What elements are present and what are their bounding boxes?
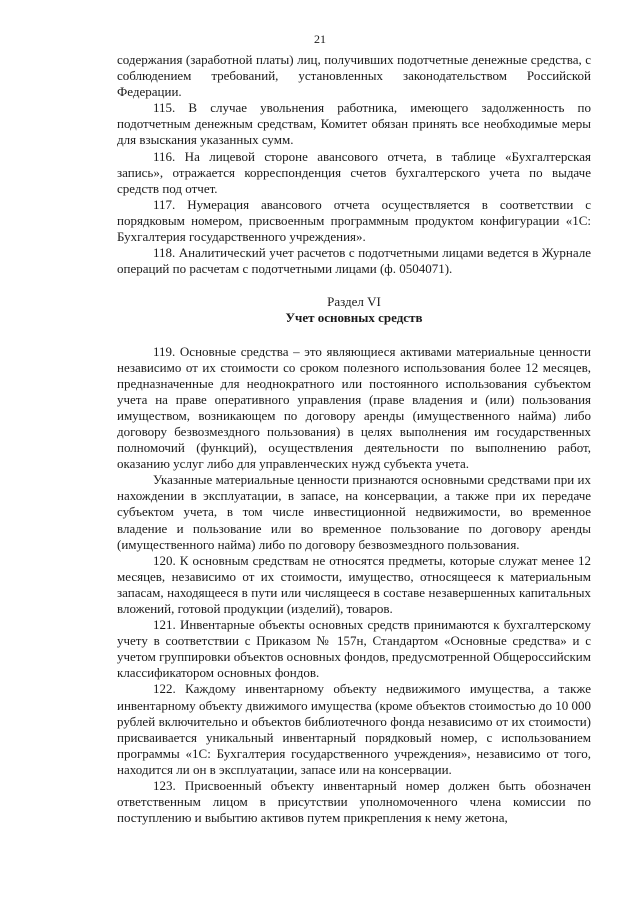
section-number: Раздел VI bbox=[327, 294, 381, 310]
paragraph-115: 115. В случае увольнения работника, имеющего задолженность по подотчетным денежным средствам, Комитет обязан принять все необходимые меры для взыскания указанных сумм. bbox=[117, 100, 591, 148]
paragraph-121: 121. Инвентарные объекты основных средств принимаются к бухгалтерскому учету в соответствии с Приказом № 157н, Стандартом «Основные средства» и с учетом группировки объектов основных фондов, предусмотренной Общероссийским классификатором основных фондов. bbox=[117, 617, 591, 681]
paragraph-120: 120. К основным средствам не относятся предметы, которые служат менее 12 месяцев, независимо от их стоимости, имущество, относящееся к материальным запасам, находящееся в пути или числящееся в составе незавершенных капитальных вложений, готовой продукции (изделий), товаров. bbox=[117, 552, 591, 616]
paragraph-117: 117. Нумерация авансового отчета осуществляется в соответствии с порядковым номером, присвоенным программным продуктом конфигурации «1С: Бухгалтерия государственного учреждения». bbox=[117, 196, 591, 245]
page-number: 21 bbox=[314, 32, 326, 46]
paragraph-116: 116. На лицевой стороне авансового отчета, в таблице «Бухгалтерская запись», отражается корреспонденция счетов бухгалтерского учета по выдаче средств под отчет. bbox=[117, 148, 591, 196]
paragraph-123: 123. Присвоенный объекту инвентарный номер должен быть обозначен ответственным лицом в присутствии уполномоченного члена комиссии по поступлению и выбытию активов путем прикрепления к нему жетона, bbox=[117, 778, 591, 826]
paragraph-122: 122. Каждому инвентарному объекту недвижимого имущества, а также инвентарному объекту движимого имущества (кроме объектов стоимостью до 10 000 рублей включительно и объектов библиотечного фонда независимо от их стоимости) присваивается уникальный инвентарный порядковый номер, с использованием программы «1С: Бухгалтерия государственного учреждения», независимо от того, находится ли он в эксплуатации, запасе или на консервации. bbox=[117, 681, 591, 777]
paragraph-118: 118. Аналитический учет расчетов с подотчетными лицами ведется в Журнале операций по расчетам с подотчетными лицами (ф. 0504071). bbox=[117, 245, 591, 277]
document-body bbox=[117, 52, 591, 826]
paragraph-continuation: содержания (заработной платы) лиц, получивших подотчетные денежные средства, с соблюдением требований, установленных законодательством Российской Федерации. bbox=[117, 52, 591, 100]
section-title: Учет основных средств bbox=[285, 310, 423, 326]
paragraph-119-continued: Указанные материальные ценности признаются основными средствами при их нахождении в эксплуатации, в запасе, на консервации, а также при их передаче субъектом учета, в том числе инвестиционной недвижимости, во временное владение и пользование или во временное пользование по договору аренды (имущественного найма) либо по договору безвозмездного пользования. bbox=[117, 472, 591, 552]
paragraph-119: 119. Основные средства – это являющиеся активами материальные ценности независимо от их стоимости со сроком полезного использования более 12 месяцев, предназначенные для неоднократного или постоянного использования субъектом учета на праве оперативного управления (праве владения и (или) пользования имуществом, возникающем по договору аренды (имущественного найма) либо договору безвозмездного пользования) в целях выполнения им государственных полномочий (функций), осуществления деятельности по выполнению работ, оказанию услуг либо для управленческих нужд субъекта учета. bbox=[117, 343, 591, 472]
